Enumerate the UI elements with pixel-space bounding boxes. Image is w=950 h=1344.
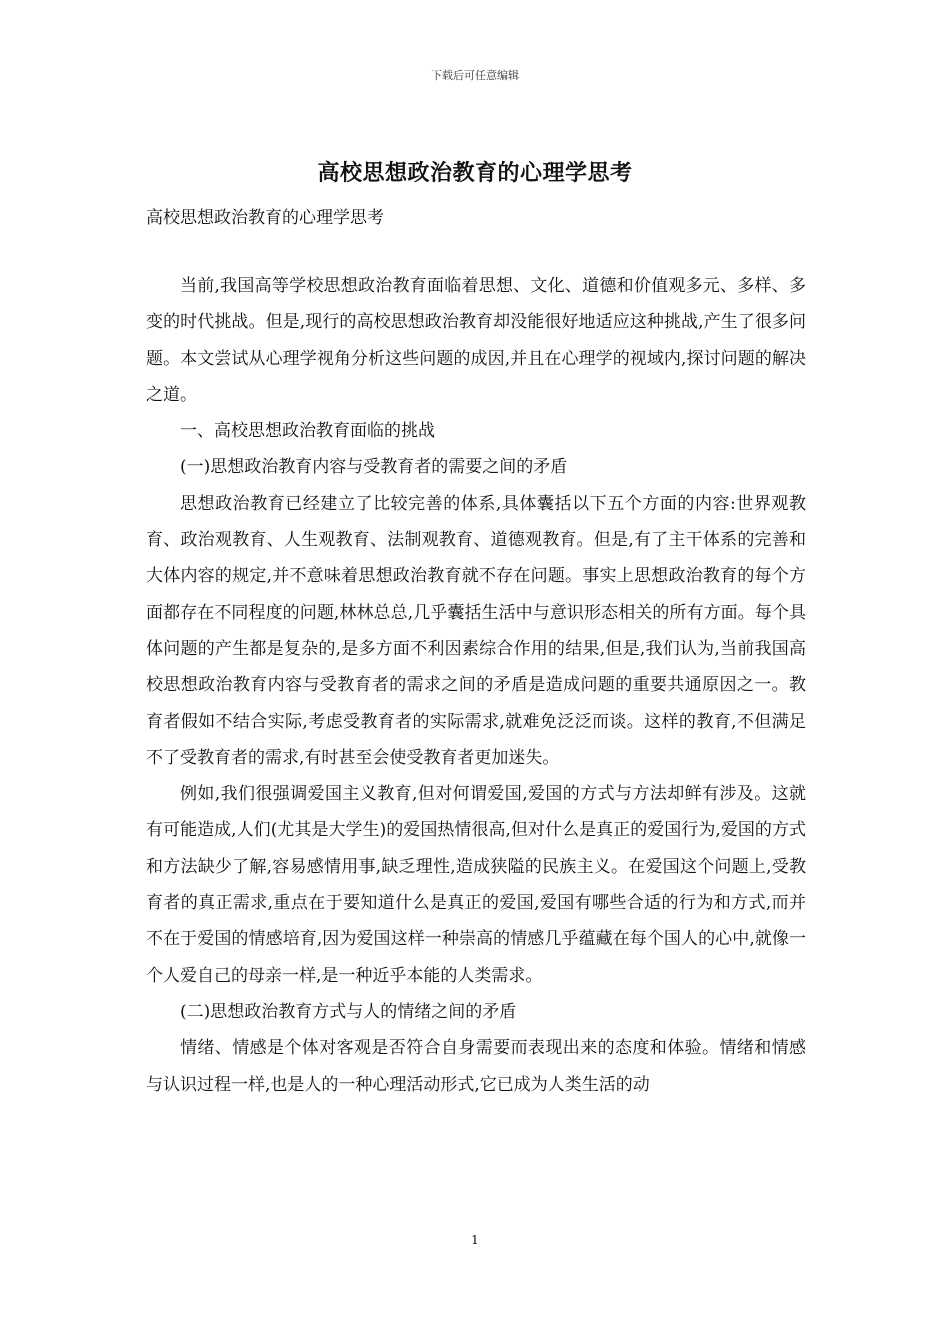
- paragraph-intro: 当前,我国高等学校思想政治教育面临着思想、文化、道德和价值观多元、多样、多变的时代挑战。但是,现行的高校思想政治教育却没能很好地适应这种挑战,产生了很多问题。本文尝试从心理学视角分析这些问题的成因,并且在心理学的视域内,探讨问题的解决之道。: [146, 276, 806, 405]
- section-heading-1: 一、高校思想政治教育面临的挑战: [180, 421, 435, 442]
- paragraph: 思想政治教育已经建立了比较完善的体系,具体囊括以下五个方面的内容:世界观教育、政治观教育、人生观教育、法制观教育、道德观教育。但是,有了主干体系的完善和大体内容的规定,并不意味着思想政治教育就不存在问题。事实上思想政治教育的每个方面都存在不同程度的问题,林林总总,几乎囊括生活中与意识形态相关的所有方面。每个具体问题的产生都是复杂的,是多方面不利因素综合作用的结果,但是,我们认为,当前我国高校思想政治教育内容与受教育者的需求之间的矛盾是造成问题的重要共通原因之一。教育者假如不结合实际,考虑受教育者的实际需求,就难免泛泛而谈。这样的教育,不但满足不了受教育者的需求,有时甚至会使受教育者更加迷失。: [146, 493, 806, 768]
- document-title: 高校思想政治教育的心理学思考: [317, 160, 633, 186]
- subsection-heading-1: (一)思想政治教育内容与受教育者的需要之间的矛盾: [180, 457, 568, 478]
- subsection-heading-2: (二)思想政治教育方式与人的情绪之间的矛盾: [180, 1001, 517, 1022]
- document-body: [146, 268, 806, 1103]
- document-subtitle: 高校思想政治教育的心理学思考: [146, 208, 384, 228]
- page-number: 1: [471, 1233, 479, 1247]
- paragraph: 例如,我们很强调爱国主义教育,但对何谓爱国,爱国的方式与方法却鲜有涉及。这就有可能造成,人们(尤其是大学生)的爱国热情很高,但对什么是真正的爱国行为,爱国的方式和方法缺少了解,容易感情用事,缺乏理性,造成狭隘的民族主义。在爱国这个问题上,受教育者的真正需求,重点在于要知道什么是真正的爱国,爱国有哪些合适的行为和方式,而并不在于爱国的情感培育,因为爱国这样一种崇高的情感几乎蕴藏在每个国人的心中,就像一个人爱自己的母亲一样,是一种近乎本能的人类需求。: [146, 784, 806, 986]
- paragraph: 情绪、情感是个体对客观是否符合自身需要而表现出来的态度和体验。情绪和情感与认识过程一样,也是人的一种心理活动形式,它已成为人类生活的动: [146, 1038, 806, 1095]
- page-header: 下载后可任意编辑: [431, 69, 519, 82]
